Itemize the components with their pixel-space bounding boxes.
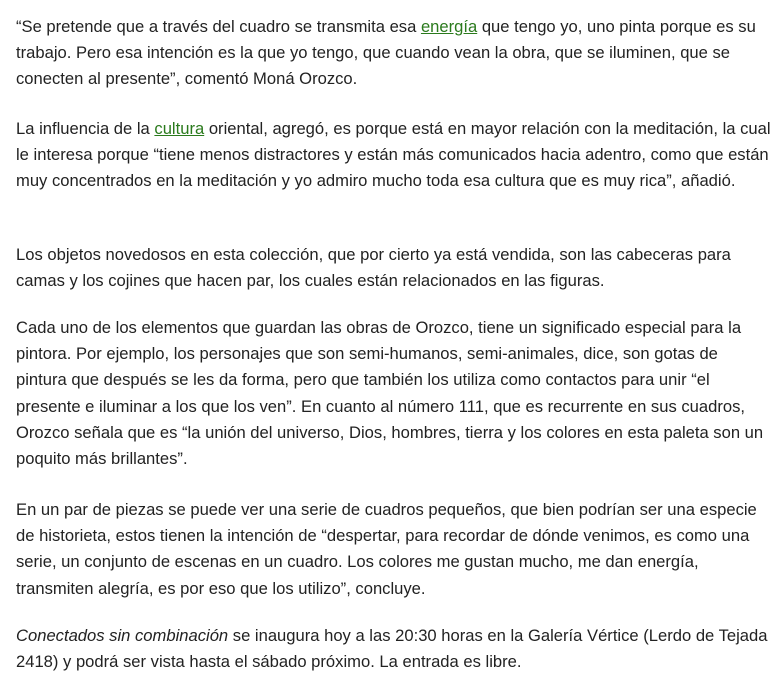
paragraph-serie-cuadros xyxy=(16,497,772,602)
paragraph-text: se inaugura hoy a las 20:30 horas en la Galería Vértice (Lerdo de Tejada 2418) y podrá ser vista hasta el sábado próximo. La entrada es libre. xyxy=(16,626,768,672)
paragraph-elementos-obras xyxy=(16,315,772,472)
link-cultura[interactable]: cultura xyxy=(154,119,205,138)
paragraph-inauguracion xyxy=(16,623,772,675)
paragraph-text: que tengo yo, uno pinta porque es su trabajo. Pero esa intención es la que yo tengo, que cuando vean la obra, que se iluminen, que se conecten al presente”, comentó Moná Orozco. xyxy=(16,17,756,89)
paragraph-text: Los objetos novedosos en esta colección, que por cierto ya está vendida, son las cabeceras para camas y los cojines que hacen par, los cuales están relacionados en las figuras. xyxy=(16,245,731,291)
paragraph-text: La influencia de la xyxy=(16,119,155,138)
paragraph-text: Cada uno de los elementos que guardan las obras de Orozco, tiene un significado especial para la pintora. Por ejemplo, los personajes que son semi-humanos, semi-animales, dice, son gotas de pintura que después se les da forma, pero que también los utiliza como contactos para unir “el presente e iluminar a los que los ven”. En cuanto al número 111, que es recurrente en sus cuadros, Orozco señala que es “la unión del universo, Dios, hombres, tierra y los colores en esta paleta son un poquito más brillantes”. xyxy=(16,318,764,469)
paragraph-text: “Se pretende que a través del cuadro se transmita esa xyxy=(16,17,421,36)
exhibition-title: Conectados sin combinación xyxy=(16,626,229,645)
paragraph-influencia-cultura xyxy=(16,116,772,195)
paragraph-text: oriental, agregó, es porque está en mayor relación con la meditación, la cual le interesa porque “tiene menos distractores y están más comunicados hacia adentro, como que están muy concentrados en la meditación y yo admiro mucho toda esa cultura que es muy rica”, añadió. xyxy=(16,119,771,191)
paragraph-objetos-novedosos xyxy=(16,242,772,294)
paragraph-text: En un par de piezas se puede ver una serie de cuadros pequeños, que bien podrían ser una especie de historieta, estos tienen la intención de “despertar, para recordar de dónde venimos, es como una serie, un conjunto de escenas en un cuadro. Los colores me gustan mucho, me dan energía, transmiten alegría, es por eso que los utilizo”, concluye. xyxy=(16,500,757,598)
link-energia[interactable]: energía xyxy=(420,17,478,36)
paragraph-quote-energia xyxy=(16,14,772,93)
